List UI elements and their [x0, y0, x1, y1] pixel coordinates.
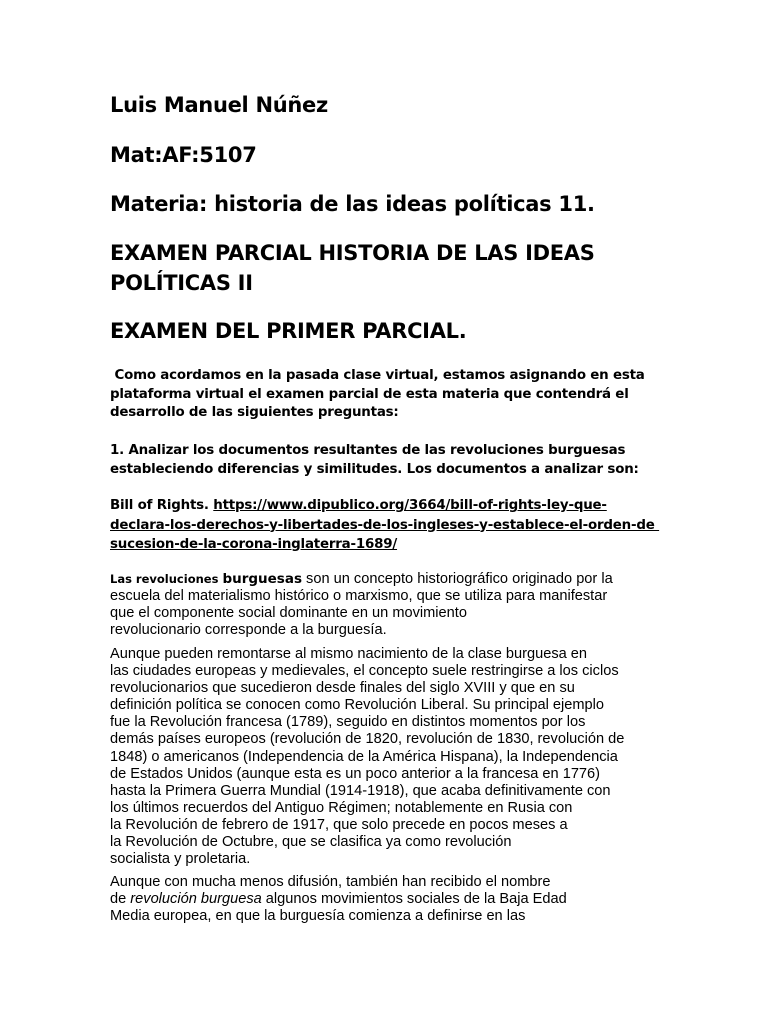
text-line: los últimos recuerdos del Antiguo Régimen; notablemente en Rusia con — [110, 799, 573, 816]
text-line: que el componente social dominante en un movimiento — [110, 605, 467, 622]
text-line: escuela del materialismo histórico o marxismo, que se utiliza para manifestar — [110, 588, 608, 605]
italic-term: revolución burguesa — [130, 891, 262, 908]
text: algunos movimientos sociales de la Baja Edad — [261, 891, 567, 908]
text-line: de Estados Unidos (aunque esta es un poco anterior a la francesa en 1776) — [110, 765, 601, 782]
text-line: fue la Revolución francesa (1789), seguido en distintos momentos por los — [110, 714, 586, 731]
text-line: desarrollo de las siguientes preguntas: — [110, 405, 399, 420]
text-line: plataforma virtual el examen parcial de esta materia que contendrá el — [110, 386, 629, 402]
exam-title-line: POLÍTICAS II — [110, 271, 253, 295]
text: de — [110, 891, 131, 908]
lead-bold: burguesas — [222, 571, 302, 587]
student-id: Mat:AF:5107 — [110, 143, 257, 167]
text-line: las ciudades europeas y medievales, el concepto suele restringirse a los ciclos — [110, 663, 619, 680]
bill-link[interactable]: sucesion-de-la-corona-inglaterra-1689/ — [110, 537, 398, 552]
lead-text: Las revoluciones — [110, 572, 223, 586]
bill-of-rights — [110, 496, 659, 555]
exam-title — [110, 238, 595, 298]
text-line: hasta la Primera Guerra Mundial (1914-1918), que acaba definitivamente con — [110, 782, 611, 799]
exam-title-line: EXAMEN PARCIAL HISTORIA DE LAS IDEAS — [110, 241, 595, 265]
text-line: la Revolución de febrero de 1917, que solo precede en pocos meses a — [110, 816, 568, 833]
bill-link[interactable]: https://www.dipublico.org/3664/bill-of-rights-ley-que- — [213, 498, 607, 513]
text-line: Aunque pueden remontarse al mismo nacimiento de la clase burguesa en — [110, 646, 588, 662]
text-line: definición política se conocen como Revolución Liberal. Su principal ejemplo — [110, 697, 605, 714]
text-line: Como acordamos en la pasada clase virtual, estamos asignando en esta — [110, 368, 645, 383]
paragraph-3 — [110, 874, 567, 925]
bill-label: Bill of Rights. — [110, 498, 214, 513]
text-line: revolucionario corresponde a la burguesía. — [110, 622, 387, 639]
text-line: Aunque con mucha menos difusión, también han recibido el nombre — [110, 874, 551, 890]
subject: Materia: historia de las ideas políticas 11. — [110, 192, 595, 216]
text-line: revolucionarios que sucedieron desde finales del siglo XVIII y que en su — [110, 680, 575, 697]
text-line: socialista y proletaria. — [110, 851, 251, 868]
text-line: estableciendo diferencias y similitudes. Los documentos a analizar son: — [110, 461, 639, 477]
text-line: Media europea, en que la burguesía comienza a definirse en las — [110, 908, 526, 925]
paragraph-2 — [110, 646, 624, 868]
text: son un concepto historiográfico originado por la — [301, 571, 613, 587]
question-1 — [110, 442, 639, 479]
author-name: Luis Manuel Núñez — [110, 93, 328, 117]
intro-paragraph — [110, 367, 645, 423]
exam-subtitle: EXAMEN DEL PRIMER PARCIAL. — [110, 319, 467, 343]
text-line: la Revolución de Octubre, que se clasifica ya como revolución — [110, 834, 512, 851]
paragraph-1 — [110, 571, 613, 639]
text-line: 1. Analizar los documentos resultantes de las revoluciones burguesas — [110, 443, 626, 458]
bill-link[interactable]: declara-los-derechos-y-libertades-de-los-ingleses-y-establece-el-orden-de — [110, 517, 660, 533]
text-line: demás países europeos (revolución de 1820, revolución de 1830, revolución de — [110, 731, 625, 748]
text-line: 1848) o americanos (Independencia de la América Hispana), la Independencia — [110, 748, 618, 765]
